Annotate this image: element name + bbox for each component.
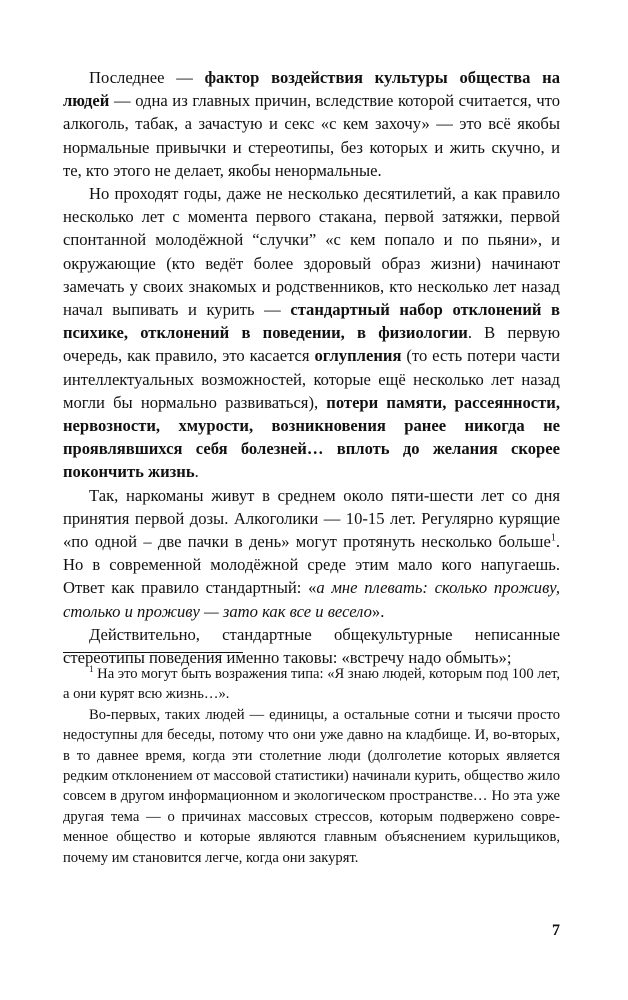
text-run: Но проходят годы, даже не несколько десятилетий, а как правило несколько лет с момента первого стакана, первой затяжки, первой спонтанной молодёжной “случки” «с кем попало и по пьяни», и окружающие (кто ведёт более здоровый образ жизни) начинают замечать у своих знакомых и родственников, кто несколько лет назад начал выпивать и курить — — [63, 184, 560, 320]
paragraph-1 — [63, 66, 560, 182]
paragraph-2 — [63, 182, 560, 484]
main-text — [63, 66, 560, 669]
italic-phrase: а мне плевать: сколько проживу, столько и проживу — зато как все и весело — [63, 578, 560, 621]
bold-phrase: фактор воздействия культуры общества на людей — [63, 68, 560, 111]
bold-phrase: потери памяти, рассеянности, нервозности, хмурости, возникновения ранее никогда не проявлявшихся себя болезней… вплоть до желания скорее покончить жизнь — [63, 392, 560, 482]
footnote-text: На это могут быть возражения типа: «Я знаю людей, которым под 100 лет, а они курят всю жизнь…». — [63, 666, 560, 703]
text-run: Так, наркоманы живут в среднем около пяти-шести лет со дня принятия первой дозы. Алкоголики — 10-15 лет. Регулярно курящие «по одной – две пачки в день» могут протянуть несколько больше — [63, 485, 560, 552]
text-run: ». — [371, 601, 385, 621]
text-run: (то есть потери части интеллектуальных возможностей, которые ещё несколько лет назад могли бы нормально развиваться), — [63, 346, 560, 412]
text-run: Последнее — — [89, 68, 205, 87]
footnote-continuation: Во-первых, таких людей — единицы, а остальные сотни и тысячи просто недоступны для беседы, потому что они уже давно на кладбище. И, во-вторых, в то давнее время, когда эти столетние люди (долголетие которых является редким отклонением от массовой статистики) начинали курить, общество жило совсем в другом информационном и экологическом пространстве… Но эта уже другая тема — о причинах массовых стрессов, которым подвержено современное общество и которые являются главным объяснением курильщиков, почему им становится легче, когда они закурят. — [63, 706, 560, 866]
paragraph-4 — [63, 623, 560, 669]
page-number: 7 — [552, 922, 560, 939]
footnote-marker: 1 — [89, 664, 94, 675]
footnotes — [63, 664, 560, 868]
footnote-reference: 1 — [550, 532, 556, 544]
footnote-divider — [63, 652, 243, 653]
footnote-1 — [63, 664, 560, 705]
text-run: . — [194, 462, 199, 482]
paragraph-3 — [63, 484, 560, 623]
bold-phrase: оглупления — [314, 346, 402, 366]
text-run: — одна из главных причин, вследствие которой считается, что алкоголь, табак, а зачастую и секс «с кем захочу» — это всё якобы нормальные привычки и стереотипы, без которых и жить скучно, и те, кто этого не делает, якобы ненормальные. — [63, 91, 560, 180]
text-run: . Но в современной молодёжной среде этим мало кого напугаешь. Ответ как правило стандартный: « — [63, 532, 560, 598]
bold-phrase: стандартный набор отклонений в психике, отклонений в поведении, в физиологии — [63, 300, 560, 343]
text-run: . В первую очередь, как правило, это касается — [63, 323, 560, 366]
text-run: Действительно, стандартные общекультурные неписанные стереотипы поведения именно таковы: «встречу надо обмыть»; — [63, 624, 560, 668]
